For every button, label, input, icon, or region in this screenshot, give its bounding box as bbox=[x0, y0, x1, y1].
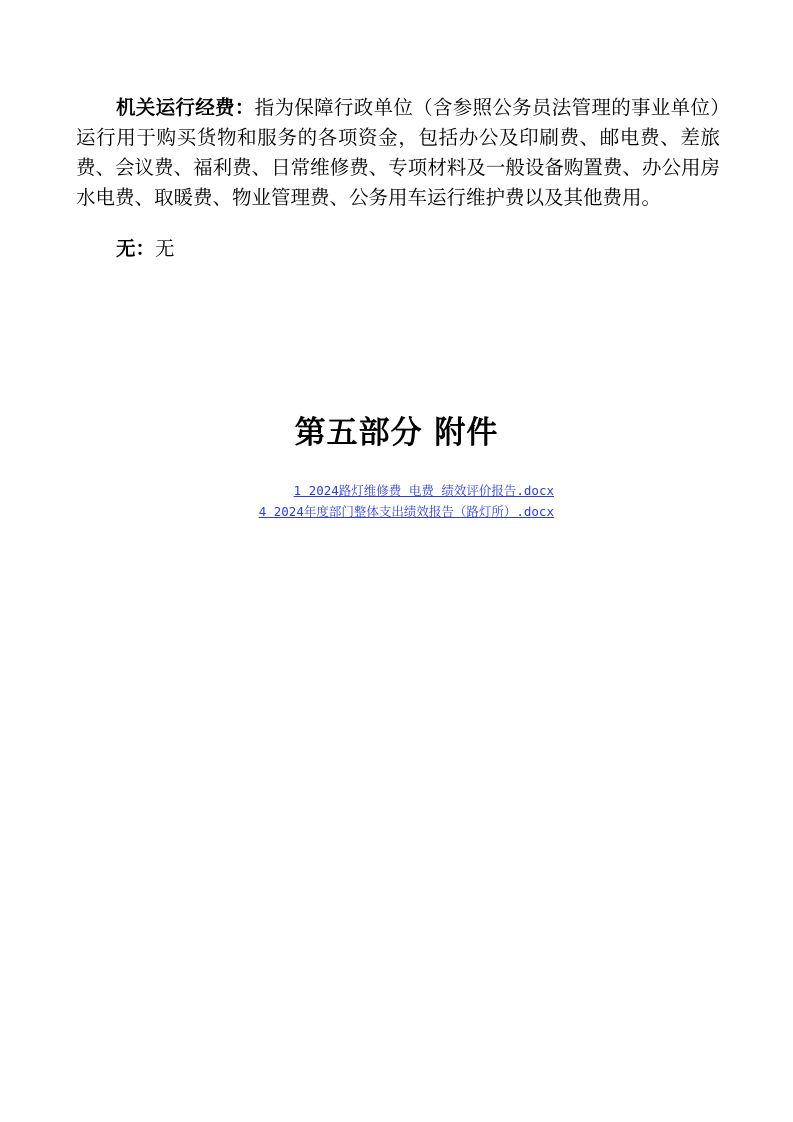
none-text: 无 bbox=[155, 237, 175, 260]
definition-term: 机关运行经费： bbox=[116, 96, 255, 119]
none-term: 无： bbox=[116, 237, 156, 260]
definition-paragraph bbox=[76, 93, 720, 213]
attachment-link-2[interactable]: 4 2024年度部门整体支出绩效报告（路灯所）.docx bbox=[258, 504, 554, 519]
attachment-list bbox=[150, 480, 554, 522]
definition-text: 指为保障行政单位（含参照公务员法管理的事业单位）运行用于购买货物和服务的各项资金，包括办公及印刷费、邮电费、差旅费、会议费、福利费、日常维修费、专项材料及一般设备购置费、办公用房水电费、取暖费、物业管理费、公务用车运行维护费以及其他费用。 bbox=[76, 96, 720, 209]
none-paragraph bbox=[116, 234, 175, 264]
attachment-link-1[interactable]: 1 2024路灯维修费 电费 绩效评价报告.docx bbox=[293, 483, 554, 498]
section-title: 第五部分 附件 bbox=[294, 415, 499, 451]
